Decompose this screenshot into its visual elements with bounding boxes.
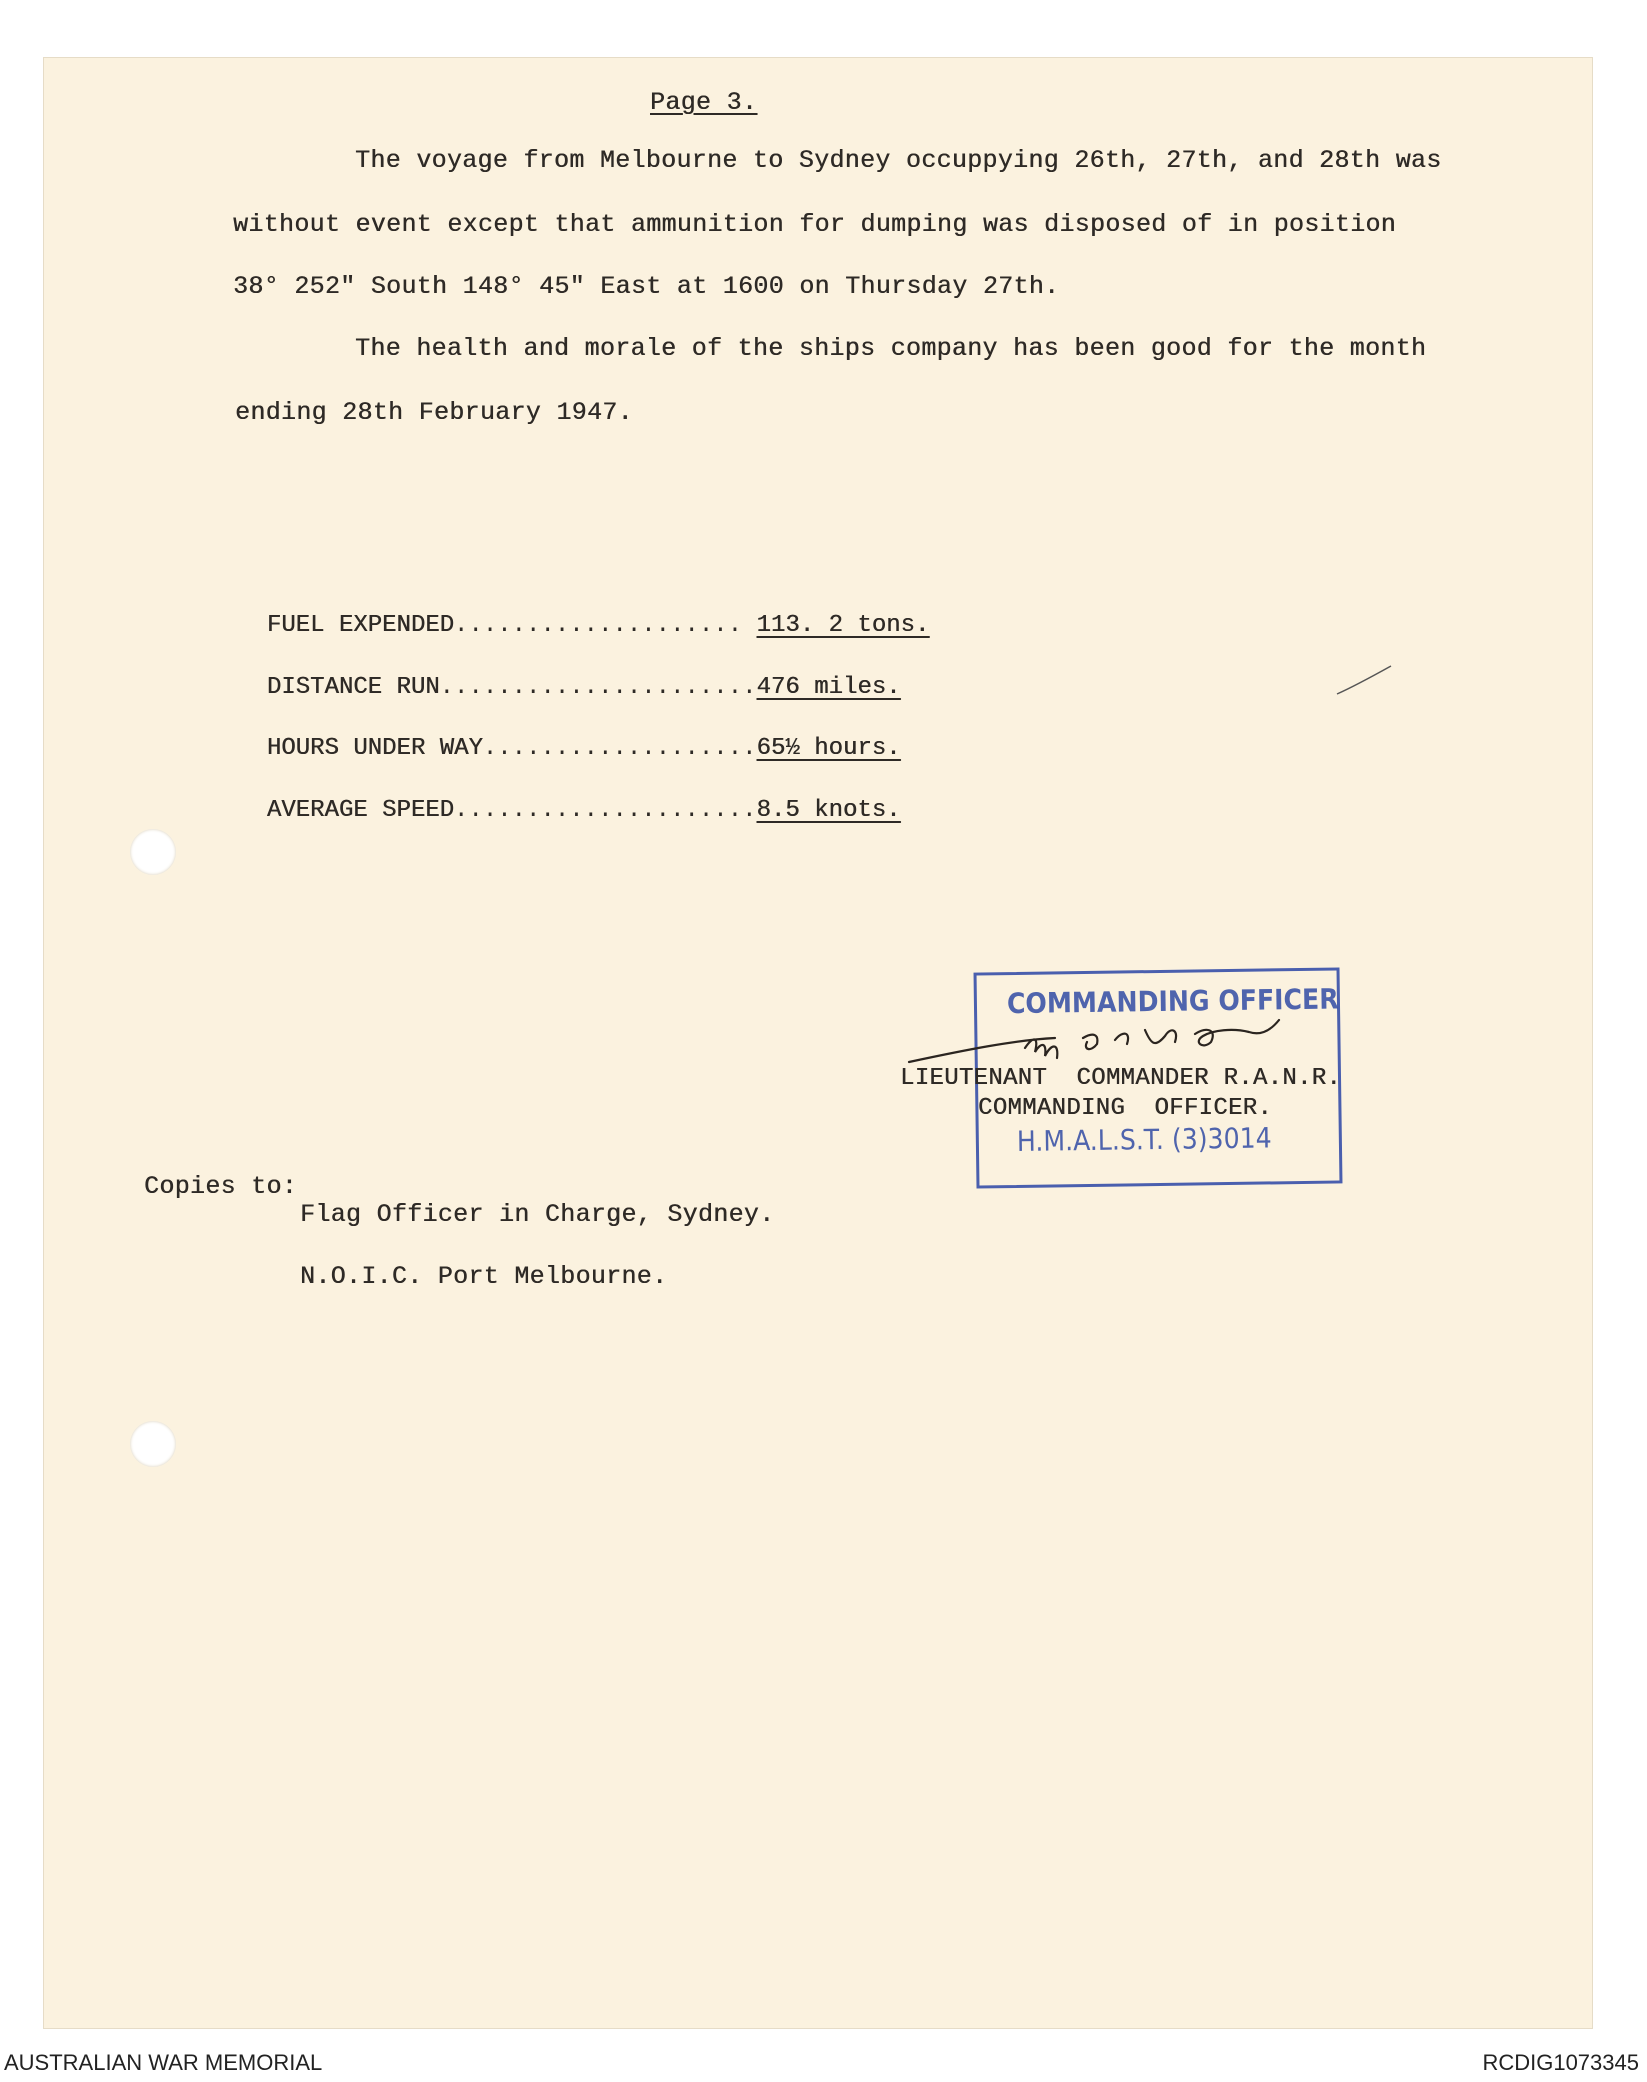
stat-label: FUEL EXPENDED — [266, 612, 455, 639]
stat-label: HOURS UNDER WAY — [266, 735, 483, 762]
stat-value: 476 miles. — [756, 674, 901, 701]
stat-value: 113. 2 tons. — [756, 612, 930, 639]
paragraph2-line1: The health and morale of the ships company has been good for the month — [355, 334, 1427, 363]
stat-leader: ................... — [482, 735, 757, 762]
stat-leader: .................... — [454, 612, 743, 639]
stat-leader: ..................... — [454, 797, 757, 824]
stat-label: AVERAGE SPEED — [266, 797, 455, 824]
stat-leader: ...................... — [439, 674, 757, 701]
signature-title: COMMANDING OFFICER. — [978, 1095, 1273, 1122]
handwritten-signature — [905, 1010, 1325, 1070]
paragraph1-line2: without event except that ammunition for dumping was disposed of in position — [233, 210, 1396, 239]
copies-recipient-1: Flag Officer in Charge, Sydney. — [300, 1200, 775, 1229]
stamp-ship-number: H.M.A.L.S.T. (3)3014 — [1016, 1121, 1272, 1158]
stat-label: DISTANCE RUN — [266, 674, 440, 701]
stamp-title: COMMANDING OFFICER — [1006, 982, 1339, 1021]
stat-hours-under-way — [238, 708, 901, 762]
punch-hole-bottom — [130, 1421, 176, 1467]
stray-pen-mark — [1335, 662, 1395, 698]
copies-label: Copies to: — [144, 1172, 298, 1201]
stat-average-speed — [238, 770, 901, 824]
footer-record-id: RCDIG1073345 — [1482, 2050, 1639, 2075]
stat-distance-run — [238, 647, 901, 701]
stat-fuel-expended — [238, 585, 929, 639]
paragraph1-line1: The voyage from Melbourne to Sydney occuppying 26th, 27th, and 28th was — [355, 146, 1442, 175]
punch-hole-top — [130, 829, 176, 875]
stat-value: 8.5 knots. — [756, 797, 901, 824]
stat-value: 65½ hours. — [756, 735, 901, 762]
signature-rank: LIEUTENANT COMMANDER R.A.N.R. — [900, 1065, 1342, 1092]
footer-archive-name: AUSTRALIAN WAR MEMORIAL — [4, 2050, 323, 2075]
paragraph2-line2: ending 28th February 1947. — [235, 398, 633, 427]
paragraph1-line3: 38° 252" South 148° 45" East at 1600 on Thursday 27th. — [233, 272, 1060, 301]
copies-recipient-2: N.O.I.C. Port Melbourne. — [300, 1262, 668, 1291]
page-heading: Page 3. — [650, 88, 758, 117]
